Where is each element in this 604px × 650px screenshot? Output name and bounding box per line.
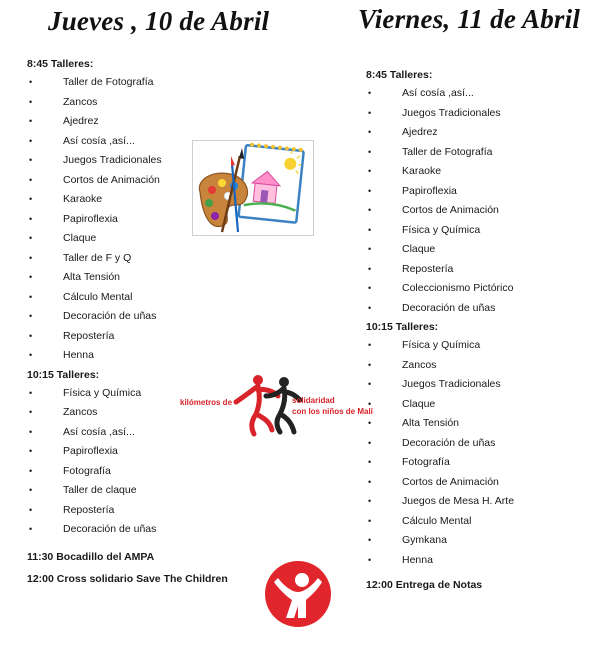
list-item (366, 375, 596, 395)
list-item-label: Decoración de uñas (63, 523, 157, 535)
kilometros-tagline: con los niños de Malí (292, 407, 373, 416)
list-item-label: Claque (402, 243, 436, 255)
friday-session1-list (366, 84, 596, 318)
bullet-icon: • (29, 213, 33, 224)
list-item-label: Juegos de Mesa H. Arte (402, 495, 515, 507)
list-item-label: Zancos (402, 358, 437, 371)
list-item-label: Repostería (402, 262, 454, 275)
bullet-icon: • (29, 233, 33, 243)
list-item-label: Taller de claque (63, 484, 137, 496)
bullet-icon: • (29, 96, 33, 107)
bullet-icon: • (29, 407, 33, 417)
list-item-label: Papiroflexia (63, 212, 118, 225)
list-item-label: Alta Tensión (402, 417, 460, 429)
kilometros-solidaridad-logo (180, 374, 373, 438)
list-item (366, 434, 596, 454)
thursday-schedule (27, 55, 327, 590)
bullet-icon: • (368, 127, 372, 137)
bullet-icon: • (368, 418, 372, 428)
bullet-icon: • (29, 485, 33, 495)
list-item (366, 512, 596, 532)
bullet-icon: • (368, 224, 372, 235)
list-item (366, 182, 596, 202)
list-item (366, 414, 596, 434)
list-item-label: Karaoke (63, 193, 103, 205)
list-item (366, 492, 596, 512)
bullet-icon: • (29, 330, 33, 341)
bullet-icon: • (29, 446, 33, 456)
list-item-label: Fotografía (402, 456, 450, 468)
bullet-icon: • (368, 283, 372, 293)
list-item (366, 299, 596, 319)
list-item (27, 249, 327, 269)
list-item (366, 551, 596, 571)
list-item (366, 143, 596, 163)
list-item-label: Cortos de Animación (402, 475, 499, 488)
list-item-label: Física y Química (402, 339, 481, 351)
list-item-label: Repostería (63, 329, 115, 342)
list-item-label: Karaoke (402, 165, 442, 177)
thursday-session2-label: 10:15 Talleres: (27, 368, 100, 381)
list-item-label: Taller de Fotografía (402, 145, 493, 158)
list-item (366, 453, 596, 473)
bullet-icon: • (368, 107, 372, 118)
bullet-icon: • (29, 252, 33, 263)
bullet-icon: • (29, 272, 33, 282)
list-item (27, 307, 327, 327)
thursday-note-cross: 12:00 Cross solidario Save The Children (27, 572, 228, 585)
list-item-label: Alta Tensión (63, 271, 121, 283)
bullet-icon: • (29, 311, 33, 321)
list-item (366, 531, 596, 551)
list-item (27, 501, 327, 521)
bullet-icon: • (368, 515, 372, 526)
list-item-label: Papiroflexia (63, 445, 118, 457)
bullet-icon: • (29, 426, 33, 437)
friday-note-grades: 12:00 Entrega de Notas (366, 579, 483, 591)
list-item-label: Juegos Tradicionales (402, 378, 501, 390)
bullet-icon: • (368, 205, 372, 215)
list-item (27, 481, 327, 501)
list-item (366, 473, 596, 493)
bullet-icon: • (29, 524, 33, 534)
list-item (27, 73, 327, 93)
thursday-session1-label: 8:45 Talleres: (27, 58, 94, 70)
bullet-icon: • (29, 387, 33, 398)
list-item-label: Física y Química (402, 223, 481, 236)
list-item-label: Así cosía ,así... (63, 425, 135, 438)
list-item (366, 395, 596, 415)
list-item-label: Henna (402, 553, 433, 566)
list-item-label: Cálculo Mental (63, 290, 133, 303)
list-item-label: Decoración de uñas (402, 436, 496, 449)
bullet-icon: • (29, 504, 33, 515)
list-item (27, 268, 327, 288)
list-item-label: Cortos de Animación (402, 204, 499, 216)
bullet-icon: • (29, 77, 33, 87)
list-item-label: Ajedrez (63, 115, 99, 127)
bullet-icon: • (29, 291, 33, 302)
bullet-icon: • (29, 135, 33, 146)
list-item-label: Coleccionismo Pictórico (402, 282, 514, 294)
list-item (366, 84, 596, 104)
bullet-icon: • (368, 302, 372, 313)
list-item (27, 112, 327, 132)
list-item-label: Cálculo Mental (402, 514, 472, 527)
list-item (27, 442, 327, 462)
bullet-icon: • (368, 457, 372, 467)
list-item-label: Ajedrez (402, 126, 438, 138)
list-item-label: Juegos Tradicionales (402, 106, 501, 119)
bullet-icon: • (368, 166, 372, 176)
list-item (366, 123, 596, 143)
list-item-label: Así cosía ,así... (402, 87, 474, 99)
list-item (27, 288, 327, 308)
art-palette-illustration (192, 140, 314, 236)
bullet-icon: • (368, 244, 372, 254)
bullet-icon: • (368, 185, 372, 196)
list-item-label: Cortos de Animación (63, 173, 160, 186)
list-item (366, 279, 596, 299)
list-item-label: Juegos Tradicionales (63, 154, 162, 166)
thursday-note-snack: 11:30 Bocadillo del AMPA (27, 550, 155, 563)
list-item-label: Decoración de uñas (63, 310, 157, 322)
bullet-icon: • (368, 146, 372, 157)
list-item (366, 336, 596, 356)
bullet-icon: • (29, 350, 33, 360)
list-item-label: Taller de Fotografía (63, 76, 154, 88)
friday-schedule (366, 66, 596, 596)
bullet-icon: • (29, 116, 33, 126)
bullet-icon: • (368, 535, 372, 545)
list-item (366, 162, 596, 182)
bullet-icon: • (368, 379, 372, 389)
list-item-label: Zancos (63, 95, 98, 108)
thursday-title: Jueves , 10 de Abril (48, 6, 270, 36)
list-item (366, 221, 596, 241)
friday-session2-label: 10:15 Talleres: (366, 321, 439, 333)
list-item-label: Claque (63, 232, 97, 244)
bullet-icon: • (368, 340, 372, 350)
friday-session2-list (366, 336, 596, 570)
bullet-icon: • (29, 155, 33, 165)
list-item-label: Claque (402, 397, 436, 410)
list-item (366, 201, 596, 221)
list-item (366, 356, 596, 376)
list-item (27, 327, 327, 347)
bullet-icon: • (29, 194, 33, 204)
list-item (366, 260, 596, 280)
list-item (27, 520, 327, 540)
list-item-label: Física y Química (63, 386, 142, 399)
list-item (366, 240, 596, 260)
friday-title: Viernes, 11 de Abril (358, 4, 581, 34)
kilometros-text: kilómetros de (180, 398, 233, 407)
list-item-label: Así cosía ,así... (63, 134, 135, 147)
bullet-icon: • (368, 496, 372, 506)
list-item (366, 104, 596, 124)
list-item-label: Taller de F y Q (63, 251, 132, 264)
list-item (27, 346, 327, 366)
bullet-icon: • (368, 437, 372, 448)
friday-session1-label: 8:45 Talleres: (366, 69, 433, 81)
bullet-icon: • (368, 263, 372, 274)
bullet-icon: • (29, 465, 33, 476)
list-item-label: Henna (63, 349, 94, 361)
list-item (27, 462, 327, 482)
bullet-icon: • (368, 359, 372, 370)
list-item-label: Fotografía (63, 464, 111, 477)
bullet-icon: • (368, 476, 372, 487)
list-item-label: Repostería (63, 503, 115, 516)
list-item-label: Decoración de uñas (402, 301, 496, 314)
bullet-icon: • (368, 88, 372, 98)
bullet-icon: • (368, 554, 372, 565)
list-item-label: Papiroflexia (402, 184, 457, 197)
list-item (27, 93, 327, 113)
list-item-label: Gymkana (402, 534, 447, 546)
bullet-icon: • (29, 174, 33, 185)
bullet-icon: • (368, 398, 372, 409)
save-the-children-logo (264, 560, 332, 628)
list-item-label: Zancos (63, 406, 98, 418)
solidaridad-text: solidaridad (292, 396, 335, 405)
